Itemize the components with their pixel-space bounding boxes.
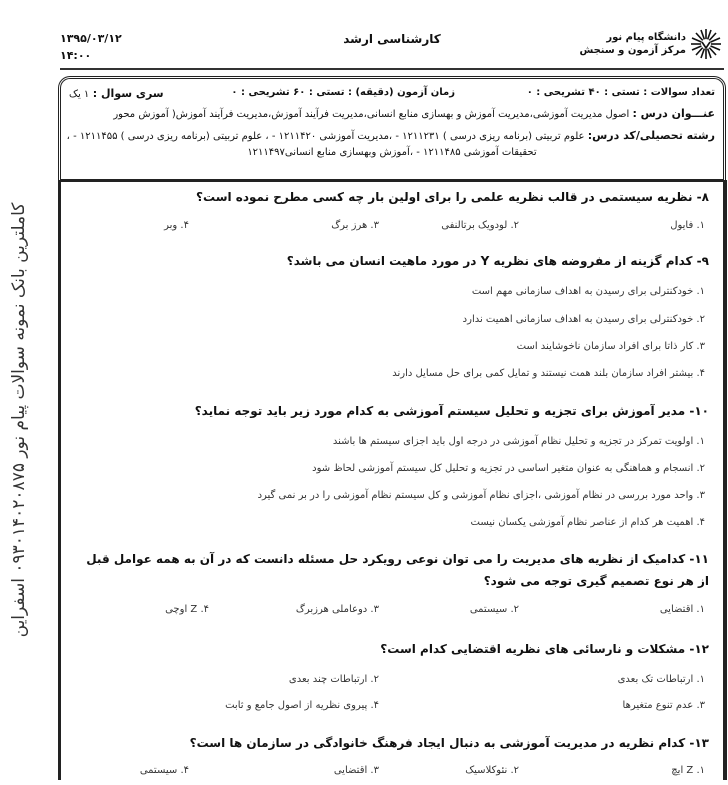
option[interactable]: ۴. سیستمی: [139, 765, 189, 776]
option[interactable]: ۱. Z ایچ: [671, 765, 705, 776]
option[interactable]: ۲. سیستمی: [469, 604, 519, 615]
option[interactable]: ۱. اقتضایی: [659, 604, 705, 615]
question-13: ۱۳- کدام نظریه در مدیریت آموزشی به دنبال ایجاد فرهنگ خانوادگی در سازمان ها است؟: [189, 736, 709, 750]
page-header: [60, 28, 724, 66]
option[interactable]: ۴. بیشتر افراد سازمان بلند همت نیستند و تمایل کمی برای حل مسایل دارند: [392, 368, 705, 379]
question-series: سری سوال : ۱ یک: [69, 87, 164, 100]
question-10: ۱۰- مدیر آموزش برای تجزیه و تحلیل سیستم آموزشی به کدام مورد زیر باید توجه نماید؟: [194, 404, 709, 418]
option[interactable]: ۳. اقتضایی: [333, 765, 379, 776]
university-logo: [579, 28, 722, 60]
option[interactable]: ۳. عدم تنوع متغیرها: [622, 700, 705, 711]
question-8: ۸- نظریه سیستمی در قالب نظریه علمی را برای اولین بار چه کسی مطرح نموده است؟: [196, 190, 709, 204]
option[interactable]: ۱. خودکنترلی برای رسیدن به اهداف سازمانی مهم است: [471, 286, 705, 297]
question-count: تعداد سوالات : تستی : ۴۰ تشریحی : ۰: [526, 87, 715, 98]
question-12-options-1: [75, 674, 709, 694]
question-11-options: [75, 604, 709, 624]
option[interactable]: ۱. اولویت تمرکز در تجزیه و تحلیل نظام آموزشی در درجه اول باید اجزای سیستم ها باشند: [332, 436, 705, 447]
sunburst-logo-icon: [690, 28, 722, 60]
course-title: عنـــوان درس : اصول مدیریت آموزشی،مدیریت آموزش و بهسازی منابع انسانی،مدیریت فرآیند آموزش،مدیریت فرآیند آموزش( آموزش محور: [113, 107, 715, 120]
exam-duration: زمان آزمون (دقیقه) : تستی : ۶۰ تشریحی : ۰: [231, 87, 455, 98]
option[interactable]: ۳. هرز برگ: [331, 220, 379, 231]
option[interactable]: ۳. دوعاملی هرزبرگ: [295, 604, 379, 615]
option[interactable]: ۲. ارتباطات چند بعدی: [288, 674, 379, 685]
option[interactable]: ۴. اهمیت هر کدام از عناصر نظام آموزشی یکسان نیست: [470, 517, 705, 528]
degree-title: کارشناسی ارشد: [343, 32, 441, 46]
option[interactable]: ۱. فایول: [670, 220, 705, 231]
option[interactable]: ۲. خودکنترلی برای رسیدن به اهداف سازمانی اهمیت ندارد: [462, 314, 705, 325]
exam-time: ۱۴:۰۰: [60, 49, 92, 62]
option[interactable]: ۴. وبر: [164, 220, 189, 231]
side-watermark: [4, 70, 34, 770]
field-course-code-cont: تحقیقات آموزشی ۱۲۱۱۴۸۵ - ،آموزش وبهسازی منابع انسانی۱۲۱۱۴۹۷: [247, 147, 537, 158]
option[interactable]: ۴. پیروی نظریه از اصول جامع و ثابت: [225, 700, 379, 711]
header-divider: [60, 68, 724, 70]
exam-info-box: [58, 76, 726, 182]
question-13-options: [75, 765, 709, 785]
questions-area: [58, 180, 727, 780]
question-9: ۹- کدام گزینه از مفروضه های نظریه Y در مورد ماهیت انسان می باشد؟: [286, 254, 709, 268]
field-course-code: رشته تحصیلی/کد درس: علوم تربیتی (برنامه ریزی درسی ) ۱۲۱۱۲۳۱ - ،مدیریت آموزشی ۱۲۱۱۴۲۰ - ، علوم تربیتی (برنامه ریزی درسی ) ۱۲۱۱۴۵۵ - ،: [66, 129, 715, 142]
question-8-options: [75, 220, 709, 240]
option[interactable]: ۱. ارتباطات تک بعدی: [617, 674, 705, 685]
question-11: ۱۱- کدامیک از نظریه های مدیریت را می توان نوعی رویکرد حل مسئله دانست که در آن به همه عوامل قبل از هر نوع تصمیم گیری توجه می شود؟: [86, 552, 709, 588]
option[interactable]: ۴. Z اوچی: [165, 604, 209, 615]
question-12: ۱۲- مشکلات و نارسائی های نظریه اقتضایی کدام است؟: [380, 642, 709, 656]
exam-date: ۱۳۹۵/۰۳/۱۲: [60, 32, 122, 45]
option[interactable]: ۲. نئوکلاسیک: [465, 765, 519, 776]
option[interactable]: ۳. واحد مورد بررسی در نظام آموزشی ،اجزای نظام آموزشی و کل سیستم نظام آموزشی را در بر نمی گیرد: [257, 490, 705, 501]
watermark-text: کاملترین بانک نمونه سوالات پیام نور ۰۹۳۰۱۴۰۲۰۸۷۵ اسفراین: [9, 202, 29, 638]
question-12-options-2: [75, 700, 709, 720]
option[interactable]: ۲. انسجام و هماهنگی به عنوان متغیر اساسی در تجزیه و تحلیل کل سیستم آموزشی لحاظ شود: [312, 463, 705, 474]
option[interactable]: ۲. لودویک برتالنفی: [441, 220, 519, 231]
option[interactable]: ۳. کار ذاتا برای افراد سازمان ناخوشایند است: [516, 341, 705, 352]
university-name: دانشگاه پیام نور مرکز آزمون و سنجش: [579, 32, 686, 56]
